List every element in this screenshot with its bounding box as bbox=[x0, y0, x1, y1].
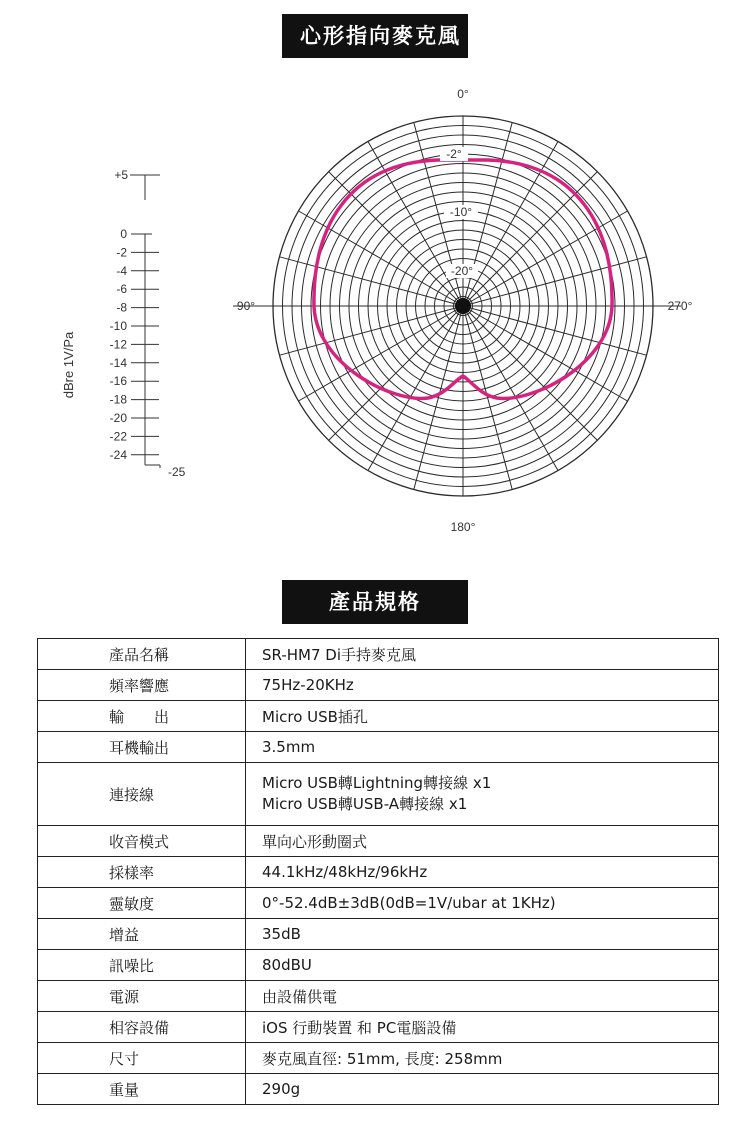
spec-row bbox=[38, 763, 719, 826]
scale-plus-label: +5 bbox=[114, 168, 128, 182]
spec-row bbox=[38, 919, 719, 950]
scale-tick-label: -10 bbox=[109, 319, 127, 333]
spec-value bbox=[246, 763, 719, 826]
spec-label: 耳機輸出 bbox=[38, 732, 246, 763]
spec-row bbox=[38, 1074, 719, 1105]
spec-label: 頻率響應 bbox=[38, 670, 246, 701]
center-hub bbox=[455, 298, 471, 314]
polar-spoke bbox=[368, 142, 463, 307]
polar-spoke bbox=[463, 211, 628, 306]
angle-label-180: 180° bbox=[450, 520, 476, 534]
spec-label: 相容設備 bbox=[38, 1012, 246, 1043]
scale-tick-label: -2 bbox=[116, 245, 127, 260]
spec-label: 收音模式 bbox=[38, 826, 246, 857]
scale-tick-label: -18 bbox=[109, 392, 127, 407]
db-scale bbox=[61, 168, 186, 479]
spec-label: 輸 出 bbox=[38, 701, 246, 732]
spec-row bbox=[38, 670, 719, 701]
polar-spoke bbox=[463, 306, 647, 355]
spec-value: 0°-52.4dB±3dB(0dB=1V/ubar at 1KHz) bbox=[246, 888, 719, 919]
polar-spoke bbox=[299, 211, 464, 306]
scale-axis-label: dBre 1V/Pa bbox=[61, 331, 76, 399]
spec-row bbox=[38, 857, 719, 888]
spec-row bbox=[38, 1012, 719, 1043]
spec-value: SR-HM7 Di手持麥克風 bbox=[246, 639, 719, 670]
spec-label: 產品名稱 bbox=[38, 639, 246, 670]
scale-tick-label: -6 bbox=[116, 282, 127, 297]
angle-label-0: 0° bbox=[457, 87, 469, 101]
spec-row bbox=[38, 701, 719, 732]
scale-tick-label: 0 bbox=[120, 227, 127, 241]
spec-value: 290g bbox=[246, 1074, 719, 1105]
spec-label: 採樣率 bbox=[38, 857, 246, 888]
polar-spoke bbox=[280, 306, 464, 355]
scale-tick-label: -20 bbox=[109, 411, 127, 425]
spec-row bbox=[38, 1043, 719, 1074]
angle-label-270: 270° bbox=[667, 299, 693, 313]
ring-label-10: -10° bbox=[449, 205, 473, 219]
spec-value: 單向心形動圈式 bbox=[246, 826, 719, 857]
spec-label: 訊噪比 bbox=[38, 950, 246, 981]
polar-spoke bbox=[463, 142, 558, 307]
scale-tick-label: -4 bbox=[116, 263, 127, 278]
scale-tick-label: -16 bbox=[109, 374, 127, 389]
spec-value: 麥克風直徑: 51mm, 長度: 258mm bbox=[246, 1043, 719, 1074]
polar-pattern-title: 心形指向麥克風 bbox=[282, 14, 468, 58]
spec-label: 增益 bbox=[38, 919, 246, 950]
specs-title: 產品規格 bbox=[282, 580, 468, 624]
scale-tick-label: -14 bbox=[109, 355, 127, 370]
polar-spoke bbox=[463, 257, 647, 306]
ring-label-2: -2° bbox=[446, 147, 462, 161]
spec-label: 靈敏度 bbox=[38, 888, 246, 919]
scale-tick-label: -8 bbox=[116, 300, 127, 315]
spec-value: 35dB bbox=[246, 919, 719, 950]
spec-row bbox=[38, 950, 719, 981]
scale-end-label: -25 bbox=[168, 465, 186, 479]
spec-value-line: Micro USB轉Lightning轉接線 x1 bbox=[262, 774, 492, 792]
spec-row bbox=[38, 639, 719, 670]
spec-value: 3.5mm bbox=[246, 732, 719, 763]
spec-label: 重量 bbox=[38, 1074, 246, 1105]
spec-value: 75Hz-20KHz bbox=[246, 670, 719, 701]
spec-table bbox=[37, 638, 719, 1105]
spec-label: 連接線 bbox=[38, 763, 246, 826]
spec-row bbox=[38, 732, 719, 763]
spec-row bbox=[38, 888, 719, 919]
spec-row bbox=[38, 826, 719, 857]
scale-tick-label: -22 bbox=[109, 429, 127, 444]
spec-value: Micro USB插孔 bbox=[246, 701, 719, 732]
ring-label-20: -20° bbox=[450, 264, 474, 278]
polar-pattern-diagram bbox=[0, 60, 750, 540]
scale-tick-label: -12 bbox=[109, 337, 127, 352]
spec-value: iOS 行動裝置 和 PC電腦設備 bbox=[246, 1012, 719, 1043]
spec-value: 80dBU bbox=[246, 950, 719, 981]
scale-tick-label: -24 bbox=[109, 447, 127, 462]
polar-spoke bbox=[280, 257, 464, 306]
spec-label: 電源 bbox=[38, 981, 246, 1012]
spec-value-line: Micro USB轉USB-A轉接線 x1 bbox=[262, 795, 468, 813]
spec-row bbox=[38, 981, 719, 1012]
spec-value: 由設備供電 bbox=[246, 981, 719, 1012]
spec-label: 尺寸 bbox=[38, 1043, 246, 1074]
spec-value: 44.1kHz/48kHz/96kHz bbox=[246, 857, 719, 888]
angle-label-90: 90° bbox=[236, 299, 256, 313]
